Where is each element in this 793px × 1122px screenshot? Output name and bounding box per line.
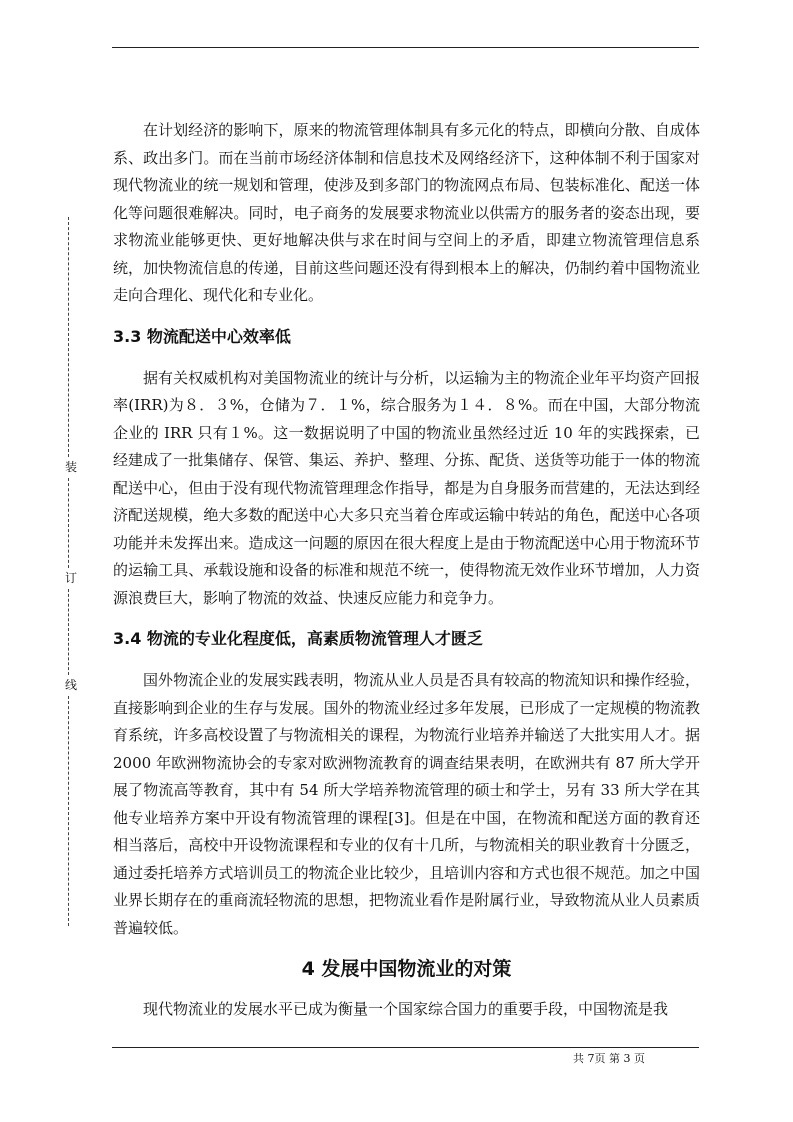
body-content — [113, 117, 700, 1024]
section-heading-3-4: 3.4 物流的专业化程度低，高素质物流管理人才匮乏 — [113, 629, 483, 648]
paragraph-management-system: 在计划经济的影响下，原来的物流管理体制具有多元化的特点，即横向分散、自成体系、政出多门。而在当前市场经济体制和信息技术及网络经济下，这种体制不利于国家对现代物流业的统一规划和管理，使涉及到多部门的物流网点布局、包装标准化、配送一体化等问题很难解决。同时，电子商务的发展要求物流业以供需方的服务者的姿态出现，要求物流业能够更快、更好地解决供与求在时间与空间上的矛盾，即建立物流管理信息系统，加快物流信息的传递，目前这些问题还没有得到根本上的解决，仍制约着中国物流业走向合理化、现代化和专业化。 — [113, 121, 700, 304]
chapter-heading-4: 4 发展中国物流业的对策 — [301, 958, 512, 980]
section-heading-3-3: 3.3 物流配送中心效率低 — [113, 326, 291, 346]
binding-dashed-line-mid-1 — [68, 478, 69, 568]
paragraph-countermeasures-intro: 现代物流业的发展水平已成为衡量一个国家综合国力的重要手段，中国物流是我 — [143, 1000, 669, 1018]
footer-rule — [112, 1047, 699, 1048]
binding-char-zhuang: 装 — [64, 460, 77, 474]
paragraph-distribution-efficiency: 据有关权威机构对美国物流业的统计与分析，以运输为主的物流企业年平均资产回报率(IRR)为８．３%，仓储为７．１%，综合服务为１４．８%。而在中国，大部分物流企业的 IRR 只有１%。这一数据说明了中国的物流业虽然经过近 10 年的实践探索，已经建成了一批集储存、保管、集运、养护、整理、分拣、配货、送货等功能于一体的物流配送中心，但由于没有现代物流管理理念作指导，都是为自身服务而营建的，无法达到经济配送规模，绝大多数的配送中心大多只充当着仓库或运输中转站的角色，配送中心各项功能并未发挥出来。造成这一问题的原因在很大程度上是由于物流配送中心用于物流环节的运输工具、承载设施和设备的标准和规范不统一，使得物流无效作业环节增加，人力资源浪费巨大，影响了物流的效益、快速反应能力和竞争力。 — [113, 368, 700, 607]
binding-dashed-line-mid-2 — [68, 589, 69, 675]
binding-char-xian: 线 — [64, 678, 77, 692]
binding-char-ding: 订 — [64, 571, 77, 585]
binding-dashed-line-top — [68, 217, 69, 457]
binding-dashed-line-bottom — [68, 696, 69, 926]
header-rule — [112, 47, 699, 48]
page-number: 共 7页 第 3 页 — [573, 1052, 645, 1065]
paragraph-professional-talent: 国外物流企业的发展实践表明，物流从业人员是否具有较高的物流知识和操作经验，直接影响到企业的生存与发展。国外的物流业经过多年发展，已形成了一定规模的物流教育系统，许多高校设置了与物流相关的课程，为物流行业培养并输送了大批实用人才。据 2000 年欧洲物流协会的专家对欧洲物流教育的调查结果表明，在欧洲共有 87 所大学开展了物流高等教育，其中有 54 所大学培养物流管理的硕士和学士，另有 33 所大学在其他专业培养方案中开设有物流管理的课程[3]。但是在中国，在物流和配送方面的教育还相当落后，高校中开设物流课程和专业的仅有十几所，与物流相关的职业教育十分匮乏，通过委托培养方式培训员工的物流企业比较少，且培训内容和方式也很不规范。加之中国业界长期存在的重商流轻物流的思想，把物流业看作是附属行业，导致物流从业人员素质普遍较低。 — [113, 671, 700, 937]
